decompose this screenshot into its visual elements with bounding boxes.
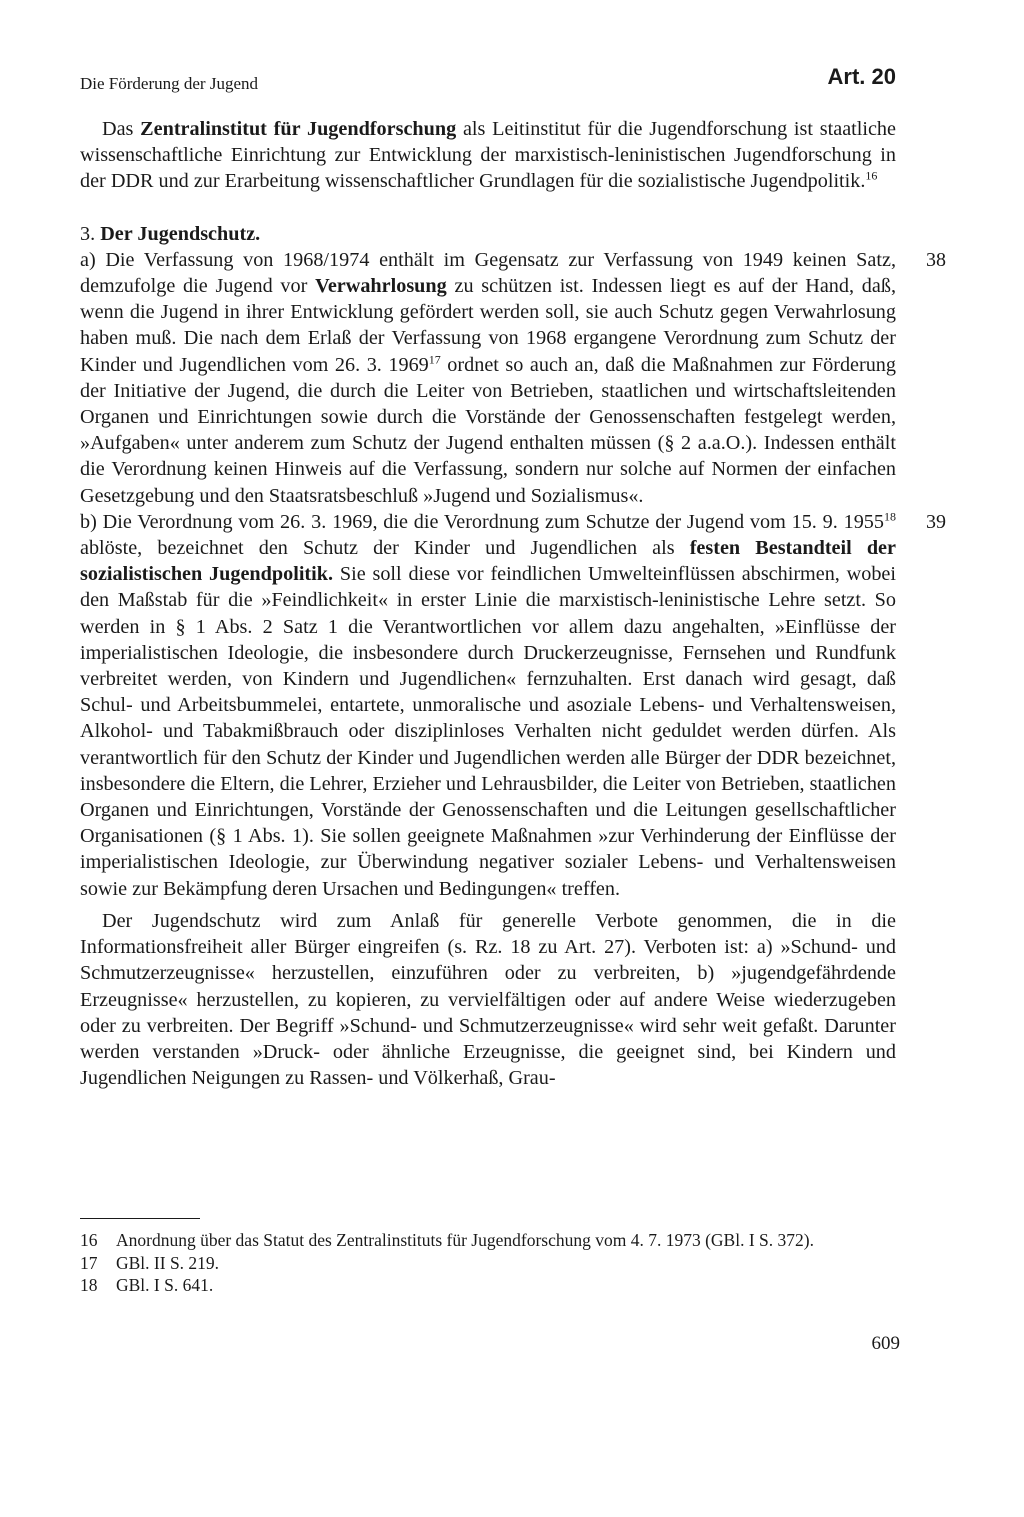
footnote-number: 17 xyxy=(80,1252,98,1273)
paragraph-zentralinstitut xyxy=(80,116,896,195)
footnote-number: 18 xyxy=(80,1275,98,1295)
bold-term: Zentralinstitut für Jugendforschung xyxy=(140,118,457,140)
paragraph-39 xyxy=(80,509,946,902)
bold-term: Verwahrlosung xyxy=(315,275,447,298)
text-run: zu schützen ist. Indessen liegt es auf der Hand, daß, wenn die Jugend in ihrer Entwicklung gefördert werden soll, sie auch Schutz gegen Verwahrlosung haben muß. Die nach dem Erlaß der Verfassung von 1968 ergangene Verordnung zum Schutz der Kinder und Jugendlichen vom 26. 3. 1969 xyxy=(80,275,897,376)
heading-title: Der Jugendschutz. xyxy=(100,222,261,245)
page-number: 609 xyxy=(871,1333,900,1354)
text-run: Das xyxy=(102,118,141,140)
footnote-text: GBl. I S. 641. xyxy=(116,1275,214,1295)
running-head: Die Förderung der Jugend xyxy=(80,74,258,93)
footnote-divider xyxy=(80,1218,200,1219)
section-heading xyxy=(80,221,896,247)
margin-number-39: 39 xyxy=(926,510,946,533)
footnote-17 xyxy=(80,1252,896,1275)
footnote-16 xyxy=(80,1229,896,1252)
text-run: ordnet so auch an, daß die Maßnahmen zur Förderung der Initiative der Jugend, die durch die Leiter von Betrieben, staatlichen und wirtschaftsleitenden Organen und Einrichtungen sowie durch die Vorstände der Genossenschaften festgelegt werden, »Aufgaben« unter anderem zum Schutz der Jugend enthalten müssen (§ 2 a.a.O.). Indessen enthält die Verordnung keinen Hinweis auf die Verfassung, sondern nur solche auf Normen der einfachen Gesetzgebung und den Staatsratsbeschluß »Jugend und Sozialismus«. xyxy=(80,353,896,507)
footnotes xyxy=(80,1229,896,1297)
text-run: ablöste, bezeichnet den Schutz der Kinder und Jugendlichen als xyxy=(80,537,690,560)
footnote-text: Anordnung über das Statut des Zentralinstituts für Jugendforschung vom 4. 7. 1973 (GBl. I S. 372). xyxy=(116,1230,814,1250)
text-run: Sie soll diese vor feindlichen Umwelteinflüssen abschirmen, wobei den Maßstab für die »Feindlichkeit« in erster Linie die marxistisch-leninistische Lehre setzt. So werden in § 1 Abs. 2 Satz 1 die Verantwortlichen vor allem dazu angehalten, »Einflüsse der imperialistischen Ideologie, die insbesondere durch Druckerzeugnisse, Fernsehen und Rundfunk verbreitet werden, von Kindern und Jugendlichen« fernzuhalten. Erst danach wird gesagt, daß Schul- und Arbeitsbummelei, entartete, unmoralische und asoziale Lebens- und Verhaltensweisen, Alkohol- und Tabakmißbrauch oder disziplinloses Verhalten nicht geduldet werden dürfen. Als verantwortlich für den Schutz der Kinder und Jugendlichen werden alle Bürger der DDR bezeichnet, insbesondere die Eltern, die Lehrer, Erzieher und Lehrausbilder, die Leiter von Betrieben, staatlichen Organen und Einrichtungen, Vorstände der Genossenschaften und die Leitungen gesellschaftlicher Organisationen (§ 1 Abs. 1). Sie sollen geeignete Maßnahmen »zur Verhinderung der Einflüsse der imperialistischen Ideologie, zur Überwindung negativer sozialer Lebens- und Verhaltensweisen sowie zur Bekämpfung deren Ursachen und Bedingungen« treffen. xyxy=(80,563,897,900)
footnote-number: 16 xyxy=(80,1230,98,1250)
footnote-ref-16: 16 xyxy=(865,168,878,183)
bold-term: festen Bestandteil der sozialistischen Jugendpolitik. xyxy=(80,537,896,586)
article-label: Art. 20 xyxy=(827,64,896,89)
paragraph-jugendschutz-verbote: Der Jugendschutz wird zum Anlaß für generelle Verbote genommen, die in die Informationsfreiheit aller Bürger eingreifen (s. Rz. 18 zu Art. 27). Verboten ist: a) »Schund- und Schmutzerzeugnisse« herzustellen, einzuführen oder zu verbreiten, b) »jugendgefährdende Erzeugnisse« herzustellen, zu kopieren, zu vervielfältigen oder auf andere Weise wiederzugeben oder zu verbreiten. Der Begriff »Schund- und Schmutzerzeugnisse« wird sehr weit gefaßt. Darunter werden verstanden »Druck- oder ähnliche Erzeugnisse, die geeignet sind, bei Kindern und Jugendlichen Neigungen zu Rassen- und Völkerhaß, Grau- xyxy=(80,909,896,1090)
footnote-ref-17: 17 xyxy=(428,351,441,366)
text-run: b) Die Verordnung vom 26. 3. 1969, die die Verordnung zum Schutze der Jugend vom 15. 9. 1955 xyxy=(80,510,884,533)
heading-number: 3. xyxy=(80,222,101,245)
margin-number-38: 38 xyxy=(926,248,946,271)
paragraph-38 xyxy=(80,247,946,509)
text-run: als Leitinstitut für die Jugendforschung ist staatliche wissenschaftliche Einrichtung zur Entwicklung der marxistisch-leninistischen Jugendforschung in der DDR und zur Erarbeitung wissenschaftlicher Grundlagen für die sozialistische Jugendpolitik. xyxy=(80,118,896,193)
footnote-18 xyxy=(80,1274,896,1297)
footnote-ref-18: 18 xyxy=(884,509,896,524)
footnote-text: GBl. II S. 219. xyxy=(116,1252,220,1273)
main-text xyxy=(80,116,946,1091)
text-run: a) Die Verfassung von 1968/1974 enthält im Gegensatz zur Verfassung von 1949 keinen Satz, demzufolge die Jugend vor xyxy=(80,248,896,298)
